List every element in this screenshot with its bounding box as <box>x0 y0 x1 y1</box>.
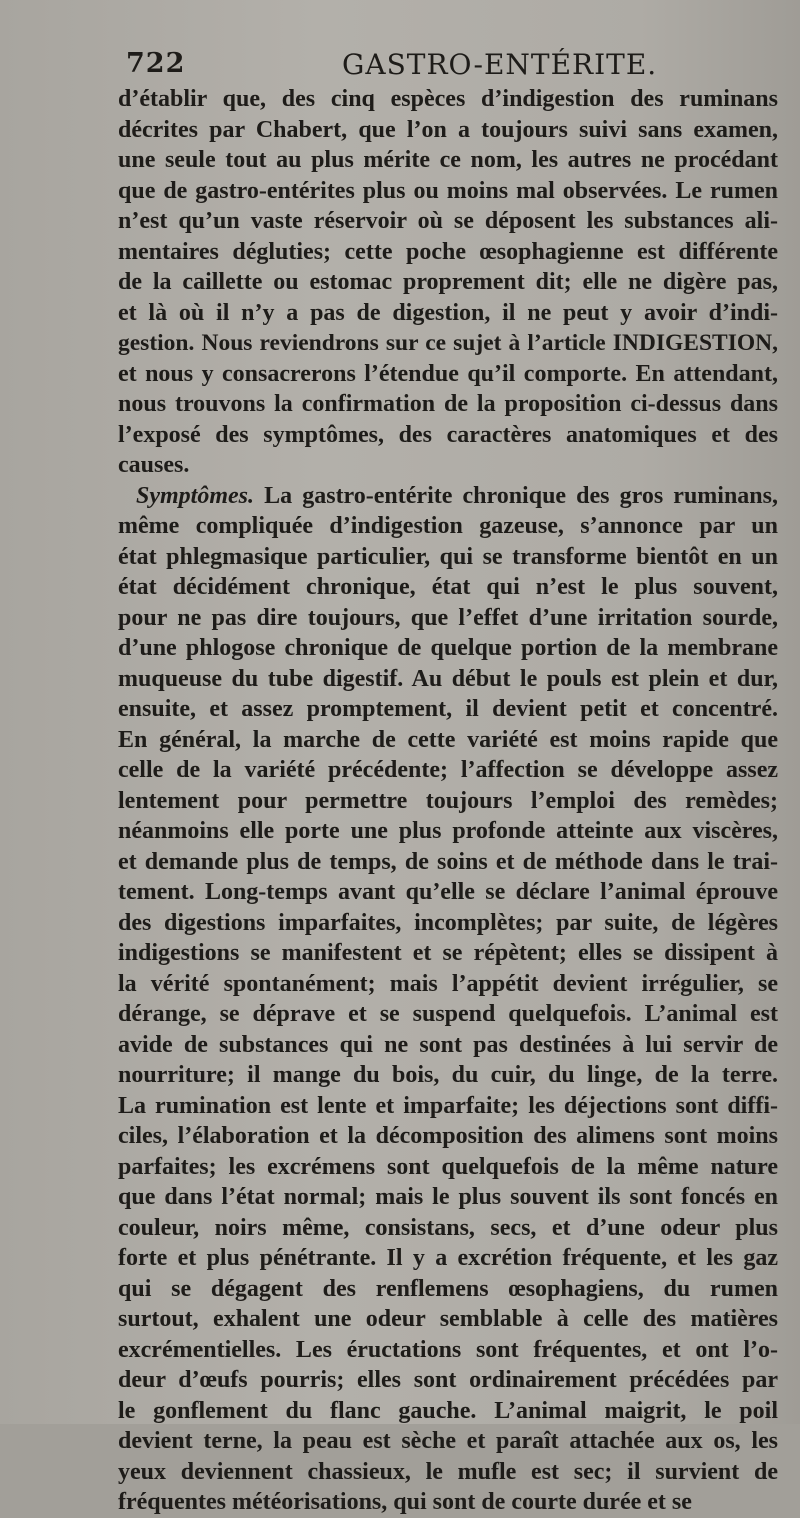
text-line: avide de substances qui ne sont pas destinées à lui servir de <box>118 1031 778 1058</box>
text-line: une seule tout au plus mérite ce nom, les autres ne procédant <box>118 147 778 173</box>
text-line: excrémentielles. Les éructations sont fréquentes, et ont l’o- <box>118 1336 778 1363</box>
body-text <box>118 84 778 1518</box>
text-line: indigestions se manifestent et se répètent; elles se dissipent à <box>118 940 778 966</box>
text-line: fréquentes météorisations, qui sont de courte durée et se <box>118 1489 692 1515</box>
text-line: devient terne, la peau est sèche et paraît attachée aux os, les <box>118 1428 778 1454</box>
text-line: et là où il n’y a pas de digestion, il ne peut y avoir d’indi- <box>118 299 778 326</box>
text-line: de la caillette ou estomac proprement dit; elle ne digère pas, <box>118 269 778 295</box>
text-line: parfaites; les excrémens sont quelquefois de la même nature <box>118 1153 778 1180</box>
text-line: mentaires dégluties; cette poche œsophagienne est différente <box>118 238 778 265</box>
running-title: GASTRO-ENTÉRITE. <box>342 48 658 81</box>
text-line: l’exposé des symptômes, des caractères anatomiques et des <box>118 421 778 448</box>
text-line: surtout, exhalent une odeur semblable à celle des matières <box>118 1306 778 1332</box>
text-line: Symptômes. La gastro-entérite chronique des gros ruminans, <box>136 482 778 509</box>
text-line: des digestions imparfaites, incomplètes; par suite, de légères <box>118 909 778 936</box>
text-line: nourriture; il mange du bois, du cuir, du linge, de la terre. <box>118 1062 778 1088</box>
text-line: causes. <box>118 452 190 478</box>
text-line: En général, la marche de cette variété est moins rapide que <box>118 726 778 753</box>
text-line: couleur, noirs même, consistans, secs, et d’une odeur plus <box>118 1214 778 1241</box>
page-header <box>126 48 766 88</box>
text-line: ciles, l’élaboration et la décomposition des alimens sont moins <box>118 1123 778 1149</box>
text-line: gestion. Nous reviendrons sur ce sujet à l’article INDIGESTION, <box>118 330 778 356</box>
text-line: et demande plus de temps, de soins et de méthode dans le trai- <box>118 848 778 875</box>
text-line: lentement pour permettre toujours l’emploi des remèdes; <box>118 787 778 814</box>
text-line: et nous y consacrerons l’étendue qu’il comporte. En attendant, <box>118 360 778 387</box>
text-line: que de gastro-entérites plus ou moins mal observées. Le rumen <box>118 177 778 204</box>
text-line: n’est qu’un vaste réservoir où se déposent les substances ali- <box>118 208 778 234</box>
text-line: pour ne pas dire toujours, que l’effet d’une irritation sourde, <box>118 604 778 631</box>
page-number: 722 <box>126 48 186 79</box>
text-line: celle de la variété précédente; l’affection se développe assez <box>118 757 778 783</box>
text-line: La rumination est lente et imparfaite; les déjections sont diffi- <box>118 1092 778 1119</box>
text-line: la vérité spontanément; mais l’appétit devient irrégulier, se <box>118 970 778 997</box>
text-line: qui se dégagent des renflemens œsophagiens, du rumen <box>118 1275 778 1302</box>
text-line: yeux deviennent chassieux, le mufle est sec; il survient de <box>118 1458 778 1485</box>
text-line: néanmoins elle porte une plus profonde atteinte aux viscères, <box>118 818 778 844</box>
text-line: dérange, se déprave et se suspend quelquefois. L’animal est <box>118 1001 778 1027</box>
text-line: que dans l’état normal; mais le plus souvent ils sont foncés en <box>118 1184 778 1210</box>
text-line: décrites par Chabert, que l’on a toujours suivi sans examen, <box>118 116 778 143</box>
text-line: d’établir que, des cinq espèces d’indigestion des ruminans <box>118 86 778 112</box>
text-line: ensuite, et assez promptement, il devient petit et concentré. <box>118 696 778 722</box>
text-line: état phlegmasique particulier, qui se transforme bientôt en un <box>118 543 778 570</box>
text-line: muqueuse du tube digestif. Au début le pouls est plein et dur, <box>118 665 778 692</box>
text-line: forte et plus pénétrante. Il y a excrétion fréquente, et les gaz <box>118 1245 778 1271</box>
text-line: tement. Long-temps avant qu’elle se déclare l’animal éprouve <box>118 879 778 905</box>
text-line: nous trouvons la confirmation de la proposition ci-dessus dans <box>118 391 778 417</box>
text-line: état décidément chronique, état qui n’est le plus souvent, <box>118 574 778 600</box>
text-line: d’une phlogose chronique de quelque portion de la membrane <box>118 635 778 661</box>
text-line: même compliquée d’indigestion gazeuse, s’annonce par un <box>118 513 778 539</box>
text-line: deur d’œufs pourris; elles sont ordinairement précédées par <box>118 1367 778 1393</box>
text-line: le gonflement du flanc gauche. L’animal maigrit, le poil <box>118 1397 778 1424</box>
